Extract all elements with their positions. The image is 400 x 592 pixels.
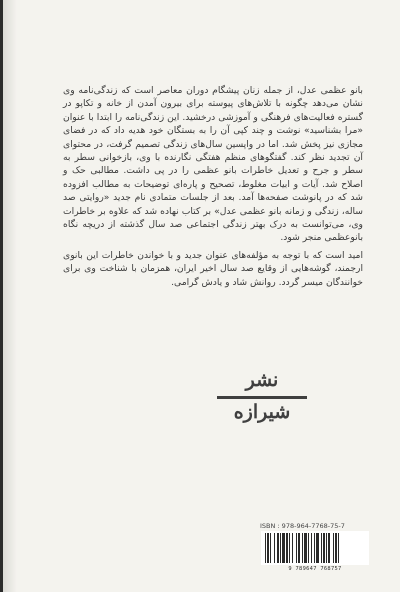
barcode-bar — [296, 533, 297, 563]
barcode-bar — [267, 533, 269, 563]
barcode-bar — [265, 533, 266, 563]
barcode-bar — [308, 533, 309, 563]
spine-shadow — [3, 0, 17, 592]
barcode-bar — [335, 533, 337, 563]
barcode-bar — [286, 533, 288, 563]
barcode-bar — [274, 533, 275, 563]
blurb-paragraph-2: امید است که با توجه به مؤلفه‌های عنوان جدید و با خواندن خاطرات این بانوی ارجمند، گوشه‌هایی از وقایع صد سال اخیر ایران، همزمان با شناخت وی برای خوانندگان میسر گردد. روانش شاد و یادش گرامی. — [63, 249, 363, 288]
barcode-bar — [270, 533, 271, 563]
barcode-bar — [289, 533, 290, 563]
barcode-bar — [292, 533, 293, 563]
barcode-bar — [314, 533, 315, 563]
barcode-bar — [280, 533, 281, 563]
barcode-bar — [333, 533, 334, 563]
blurb-paragraph-1: بانو عظمی عدل، از جمله زنان پیشگام دوران معاصر است که زندگی‌نامه وی نشان می‌دهد چگونه با تلاش‌های پیوسته برای بیرون آمدن از خانه و تکاپو در گستره فعالیت‌های فرهنگی و آموزشی درخشید. این زندگی‌نامه را ابتدا با عنوان «مرا بشناسید» نوشت و چند کپی آن را به بستگان خود هدیه داد که در فضای مجازی نیز پخش شد. اما در واپسین سال‌های زندگی تصمیم گرفت، در محتوای آن تجدید نظر کند. گفتگوهای منظم هفتگی نگارنده با وی، بازخوانی سطر به سطر و جرح و تعدیل خاطرات بانو عظمی را در پی داشت. مطالبی حک و اصلاح شد. آیات و ابیات مغلوط، تصحیح و پاره‌ای توضیحات به مطالب افزوده شد که در پانوشت صفحه‌ها آمد. بعد از جلسات متمادی نام جدید «روایتی صد ساله، زندگی و زمانه بانو عظمی عدل» بر کتاب نهاده شد که علاوه بر خاطرات وی، می‌توانست به درک بهتر زندگی اجتماعی صد سال گذشته از دریچه نگاه بانوعظمی منجر شود. — [63, 85, 363, 244]
barcode-bar — [321, 533, 322, 563]
barcode-bar — [304, 533, 307, 563]
publisher-logo-underline — [217, 396, 307, 399]
barcode-icon — [261, 531, 369, 565]
barcode-bar — [282, 533, 285, 563]
barcode-bar — [277, 533, 279, 563]
barcode-bar — [323, 533, 325, 563]
barcode-digits: 9 789647 768757 — [288, 566, 342, 572]
barcode-bar — [302, 533, 303, 563]
barcode-bar — [326, 533, 327, 563]
barcode-bar — [298, 533, 300, 563]
barcode-bar — [338, 533, 339, 563]
isbn-label: ISBN : 978-964-7768-75-7 — [260, 522, 345, 530]
barcode-bar — [311, 533, 312, 563]
back-cover-blurb — [63, 84, 363, 293]
publisher-logo: نشر شیرازه — [233, 369, 291, 423]
barcode-bar — [328, 533, 330, 563]
barcode-bar — [316, 533, 319, 563]
